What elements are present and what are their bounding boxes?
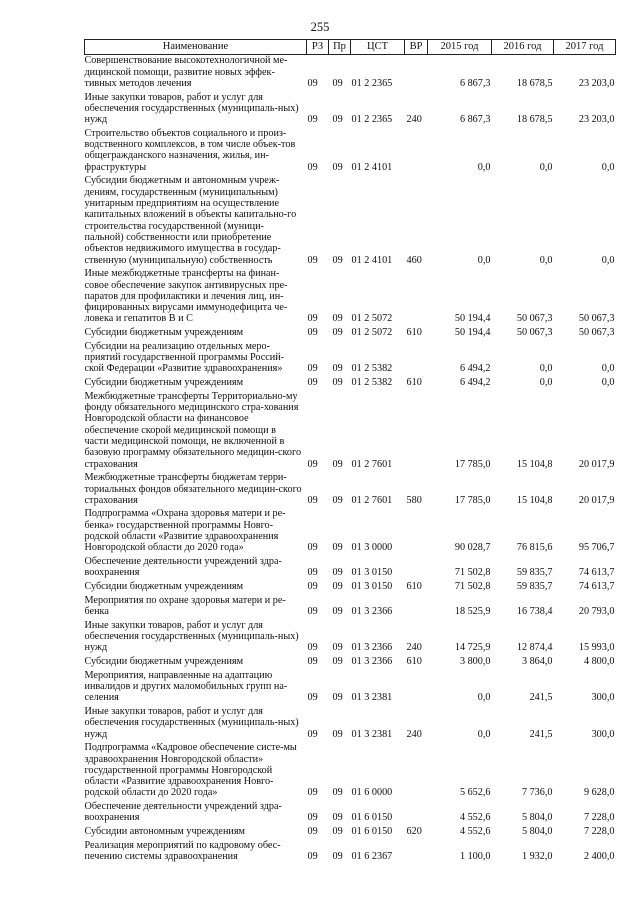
row-vr: 240 bbox=[406, 728, 422, 740]
page-number: 255 bbox=[310, 20, 330, 34]
row-value-2015: 6 867,3 bbox=[459, 77, 491, 89]
row-pr: 09 bbox=[332, 114, 343, 126]
row-value-2017: 50 067,3 bbox=[578, 313, 615, 325]
row-value-2015: 0,0 bbox=[477, 254, 491, 266]
row-rz: 09 bbox=[307, 494, 318, 506]
row-value-2015: 6 494,2 bbox=[459, 377, 491, 389]
table-row bbox=[85, 581, 616, 595]
row-cst: 01 2 5382 bbox=[351, 377, 393, 389]
row-vr bbox=[405, 595, 428, 620]
row-value-2016: 12 874,4 bbox=[516, 642, 553, 654]
header-pr: Пр bbox=[329, 40, 351, 55]
table-row bbox=[85, 92, 616, 128]
row-rz: 09 bbox=[307, 812, 318, 824]
row-vr: 610 bbox=[406, 377, 422, 389]
row-name: Субсидии бюджетным учреждениям bbox=[84, 581, 244, 593]
table-body bbox=[85, 55, 616, 865]
row-pr: 09 bbox=[332, 542, 343, 554]
row-name: Субсидии на реализацию отдельных меро-приятий государственной программы Россий-ской Федерации «Развитие здравоохранения» bbox=[84, 340, 285, 375]
row-value-2016: 76 815,6 bbox=[516, 542, 553, 554]
row-name: Субсидии бюджетным учреждениям bbox=[84, 327, 244, 339]
row-value-2016: 15 104,8 bbox=[516, 494, 553, 506]
header-name: Наименование bbox=[85, 40, 307, 55]
row-name: Субсидии бюджетным учреждениям bbox=[84, 656, 244, 667]
table-row bbox=[85, 128, 616, 176]
row-rz: 09 bbox=[307, 114, 318, 126]
row-rz: 09 bbox=[307, 313, 318, 325]
table-header bbox=[85, 40, 616, 55]
row-rz: 09 bbox=[307, 567, 318, 579]
row-pr: 09 bbox=[332, 606, 343, 618]
row-vr bbox=[405, 341, 428, 377]
row-vr bbox=[405, 670, 428, 706]
table-row bbox=[85, 670, 616, 706]
table-row bbox=[85, 620, 616, 656]
row-value-2016: 0,0 bbox=[539, 161, 553, 173]
row-value-2017: 2 400,0 bbox=[583, 851, 615, 863]
row-name: Иные межбюджетные трансферты на финан-совое обеспечение закупок антивирусных пре-паратов для профилактики и лечения лиц, ин-фицированных вирусами иммунодефицита че-ловека и гепатитов В и С bbox=[84, 268, 288, 325]
row-value-2015: 1 100,0 bbox=[459, 851, 491, 863]
row-value-2016: 241,5 bbox=[529, 692, 553, 704]
row-vr bbox=[405, 556, 428, 581]
row-vr: 610 bbox=[406, 581, 422, 593]
row-cst: 01 2 5382 bbox=[351, 363, 393, 375]
row-value-2016: 7 736,0 bbox=[521, 787, 553, 799]
row-vr: 240 bbox=[406, 114, 422, 126]
row-name: Субсидии бюджетным учреждениям bbox=[84, 377, 244, 389]
row-value-2017: 95 706,7 bbox=[578, 542, 615, 554]
row-cst: 01 2 4101 bbox=[351, 254, 393, 266]
row-rz: 09 bbox=[307, 787, 318, 799]
row-cst: 01 2 5072 bbox=[351, 313, 393, 325]
row-pr: 09 bbox=[332, 363, 343, 375]
row-pr: 09 bbox=[332, 313, 343, 325]
row-pr: 09 bbox=[332, 494, 343, 506]
row-rz: 09 bbox=[307, 581, 318, 593]
row-value-2015: 71 502,8 bbox=[454, 581, 491, 593]
row-value-2017: 7 228,0 bbox=[583, 812, 615, 824]
header-2017: 2017 год bbox=[554, 40, 616, 55]
header-cst: ЦСТ bbox=[351, 40, 405, 55]
row-rz: 09 bbox=[307, 656, 318, 667]
header-2015: 2015 год bbox=[428, 40, 492, 55]
row-value-2016: 0,0 bbox=[539, 254, 553, 266]
row-vr bbox=[405, 801, 428, 826]
row-cst: 01 3 0150 bbox=[351, 567, 393, 579]
row-value-2017: 300,0 bbox=[591, 728, 615, 740]
row-cst: 01 6 0150 bbox=[351, 826, 393, 838]
row-cst: 01 6 2367 bbox=[351, 851, 393, 863]
row-vr: 610 bbox=[406, 656, 422, 667]
row-vr: 610 bbox=[406, 327, 422, 339]
row-value-2017: 0,0 bbox=[601, 377, 615, 389]
row-value-2017: 20 017,9 bbox=[578, 494, 615, 506]
row-value-2017: 4 800,0 bbox=[583, 656, 615, 667]
row-cst: 01 3 2366 bbox=[351, 642, 393, 654]
row-cst: 01 2 7601 bbox=[351, 494, 393, 506]
table-row bbox=[85, 472, 616, 508]
table-row bbox=[85, 742, 616, 801]
row-name: Межбюджетные трансферты бюджетам терри-ториальных фондов обязательного медицин-ского страхования bbox=[84, 472, 302, 506]
row-cst: 01 3 2381 bbox=[351, 728, 393, 740]
header-vr: ВР bbox=[405, 40, 428, 55]
row-value-2015: 50 194,4 bbox=[454, 313, 491, 325]
row-pr: 09 bbox=[332, 787, 343, 799]
row-vr bbox=[405, 128, 428, 176]
row-value-2016: 5 804,0 bbox=[521, 826, 553, 838]
row-name: Совершенствование высокотехнологичной ме-дицинской помощи, развитие новых эффек-тивных методов лечения bbox=[84, 55, 288, 89]
row-pr: 09 bbox=[332, 161, 343, 173]
row-value-2015: 18 525,9 bbox=[454, 606, 491, 618]
row-pr: 09 bbox=[332, 581, 343, 593]
row-pr: 09 bbox=[332, 826, 343, 838]
row-pr: 09 bbox=[332, 656, 343, 667]
row-rz: 09 bbox=[307, 458, 318, 470]
row-vr: 240 bbox=[406, 642, 422, 654]
row-cst: 01 2 2365 bbox=[351, 114, 393, 126]
row-value-2015: 14 725,9 bbox=[454, 642, 491, 654]
row-rz: 09 bbox=[307, 254, 318, 266]
table-row bbox=[85, 327, 616, 341]
row-rz: 09 bbox=[307, 851, 318, 863]
row-pr: 09 bbox=[332, 327, 343, 339]
row-value-2015: 71 502,8 bbox=[454, 567, 491, 579]
row-pr: 09 bbox=[332, 254, 343, 266]
row-cst: 01 2 4101 bbox=[351, 161, 393, 173]
row-value-2015: 3 800,0 bbox=[459, 656, 491, 667]
row-vr: 580 bbox=[406, 494, 422, 506]
row-cst: 01 2 2365 bbox=[351, 77, 393, 89]
row-pr: 09 bbox=[332, 377, 343, 389]
row-pr: 09 bbox=[332, 567, 343, 579]
row-name: Иные закупки товаров, работ и услуг для обеспечения государственных (муниципаль-ных) нужд bbox=[84, 705, 299, 740]
row-value-2017: 74 613,7 bbox=[578, 581, 615, 593]
row-pr: 09 bbox=[332, 77, 343, 89]
row-cst: 01 3 2366 bbox=[351, 656, 393, 667]
row-name: Субсидии бюджетным и автономным учреж-дениям, государственным (муниципальным) унитарным предприятиям на осуществление капитальных вложений в объекты капитально-го строительства государственной (муници-пальной) собственности или приобретение объектов недвижимого имущества в государ-ственную (муниципальную) собственность bbox=[84, 175, 297, 266]
row-value-2015: 4 552,6 bbox=[459, 812, 491, 824]
row-value-2015: 6 867,3 bbox=[459, 114, 491, 126]
row-value-2016: 18 678,5 bbox=[516, 114, 553, 126]
row-value-2016: 0,0 bbox=[539, 377, 553, 389]
table-row bbox=[85, 826, 616, 840]
row-cst: 01 2 5072 bbox=[351, 327, 393, 339]
row-value-2016: 5 804,0 bbox=[521, 812, 553, 824]
row-pr: 09 bbox=[332, 851, 343, 863]
row-value-2017: 20 017,9 bbox=[578, 458, 615, 470]
row-name: Подпрограмма «Охрана здоровья матери и ре-бенка» государственной программы Новго-родской области «Развитие здравоохранения Новгородской области до 2020 года» bbox=[84, 508, 286, 554]
row-value-2016: 3 864,0 bbox=[521, 656, 553, 667]
row-name: Мероприятия по охране здоровья матери и ре-бенка bbox=[84, 594, 286, 618]
row-value-2015: 50 194,4 bbox=[454, 327, 491, 339]
row-value-2017: 23 203,0 bbox=[578, 77, 615, 89]
row-cst: 01 2 7601 bbox=[351, 458, 393, 470]
row-vr bbox=[405, 840, 428, 865]
row-rz: 09 bbox=[307, 327, 318, 339]
table-row bbox=[85, 341, 616, 377]
row-value-2016: 59 835,7 bbox=[516, 567, 553, 579]
header-rz: РЗ bbox=[307, 40, 329, 55]
row-name: Реализация мероприятий по кадровому обес-печению системы здравоохранения bbox=[84, 839, 281, 863]
row-name: Иные закупки товаров, работ и услуг для обеспечения государственных (муниципаль-ных) нужд bbox=[84, 91, 299, 126]
row-rz: 09 bbox=[307, 377, 318, 389]
table-row bbox=[85, 801, 616, 826]
row-value-2015: 4 552,6 bbox=[459, 826, 491, 838]
row-name: Подпрограмма «Кадровое обеспечение систе-мы здравоохранения Новгородской области» государственной программы Новгородской области «Развитие здравоохранения Новго-родской области до 2020 года» bbox=[84, 742, 297, 799]
row-vr: 460 bbox=[406, 254, 422, 266]
row-value-2016: 16 738,4 bbox=[516, 606, 553, 618]
row-cst: 01 6 0000 bbox=[351, 787, 393, 799]
row-value-2016: 15 104,8 bbox=[516, 458, 553, 470]
row-value-2016: 18 678,5 bbox=[516, 77, 553, 89]
row-cst: 01 6 0150 bbox=[351, 812, 393, 824]
row-vr bbox=[405, 55, 428, 92]
row-value-2017: 74 613,7 bbox=[578, 567, 615, 579]
row-value-2016: 50 067,3 bbox=[516, 327, 553, 339]
row-value-2015: 17 785,0 bbox=[454, 458, 491, 470]
row-name: Межбюджетные трансферты Территориально-му фонду обязательного медицинского стра-хования Новгородской области на финансовое обеспечение скорой медицинской помощи в части медицинской помощи, не включенной в базовую программу обязательного медицин-ского страхования bbox=[84, 390, 302, 470]
row-rz: 09 bbox=[307, 363, 318, 375]
row-rz: 09 bbox=[307, 161, 318, 173]
table-row bbox=[85, 595, 616, 620]
row-value-2017: 0,0 bbox=[601, 363, 615, 375]
budget-table bbox=[84, 39, 616, 865]
row-value-2017: 300,0 bbox=[591, 692, 615, 704]
row-value-2016: 0,0 bbox=[539, 363, 553, 375]
row-name: Строительство объектов социального и произ-водственного комплексов, в том числе объек-тов общегражданского назначения, жилья, ин-фраструктуры bbox=[84, 127, 296, 173]
table-row bbox=[85, 175, 616, 268]
row-cst: 01 3 2366 bbox=[351, 606, 393, 618]
table-row bbox=[85, 556, 616, 581]
table-row bbox=[85, 508, 616, 556]
row-rz: 09 bbox=[307, 826, 318, 838]
row-value-2016: 1 932,0 bbox=[521, 851, 553, 863]
row-cst: 01 3 0000 bbox=[351, 542, 393, 554]
row-value-2017: 0,0 bbox=[601, 161, 615, 173]
row-vr bbox=[405, 742, 428, 801]
row-value-2017: 20 793,0 bbox=[578, 606, 615, 618]
table-row bbox=[85, 55, 616, 92]
row-value-2017: 15 993,0 bbox=[578, 642, 615, 654]
row-value-2017: 7 228,0 bbox=[583, 826, 615, 838]
row-value-2016: 59 835,7 bbox=[516, 581, 553, 593]
row-value-2015: 0,0 bbox=[477, 728, 491, 740]
row-pr: 09 bbox=[332, 642, 343, 654]
row-rz: 09 bbox=[307, 77, 318, 89]
row-cst: 01 3 2381 bbox=[351, 692, 393, 704]
row-cst: 01 3 0150 bbox=[351, 581, 393, 593]
table-row bbox=[85, 268, 616, 327]
row-name: Иные закупки товаров, работ и услуг для обеспечения государственных (муниципаль-ных) нужд bbox=[84, 619, 299, 654]
row-pr: 09 bbox=[332, 692, 343, 704]
table-row bbox=[85, 840, 616, 865]
row-pr: 09 bbox=[332, 812, 343, 824]
row-name: Обеспечение деятельности учреждений здра-воохранения bbox=[84, 801, 282, 824]
row-rz: 09 bbox=[307, 642, 318, 654]
row-rz: 09 bbox=[307, 692, 318, 704]
row-value-2016: 241,5 bbox=[529, 728, 553, 740]
row-vr bbox=[405, 508, 428, 556]
header-2016: 2016 год bbox=[492, 40, 554, 55]
row-value-2017: 0,0 bbox=[601, 254, 615, 266]
table-row bbox=[85, 706, 616, 742]
row-value-2015: 0,0 bbox=[477, 161, 491, 173]
table-row bbox=[85, 377, 616, 391]
row-rz: 09 bbox=[307, 728, 318, 740]
row-rz: 09 bbox=[307, 542, 318, 554]
row-name: Мероприятия, направленные на адаптацию инвалидов и других маломобильных групп на-селения bbox=[84, 669, 288, 704]
row-value-2015: 0,0 bbox=[477, 692, 491, 704]
row-pr: 09 bbox=[332, 728, 343, 740]
row-value-2017: 23 203,0 bbox=[578, 114, 615, 126]
row-vr bbox=[405, 268, 428, 327]
table-row bbox=[85, 656, 616, 670]
row-value-2015: 5 652,6 bbox=[459, 787, 491, 799]
row-vr bbox=[405, 391, 428, 472]
row-value-2016: 50 067,3 bbox=[516, 313, 553, 325]
row-value-2017: 9 628,0 bbox=[583, 787, 615, 799]
row-value-2015: 90 028,7 bbox=[454, 542, 491, 554]
row-value-2015: 6 494,2 bbox=[459, 363, 491, 375]
row-name: Субсидии автономным учреждениям bbox=[84, 826, 245, 838]
row-pr: 09 bbox=[332, 458, 343, 470]
row-value-2017: 50 067,3 bbox=[578, 327, 615, 339]
row-rz: 09 bbox=[307, 606, 318, 618]
row-name: Обеспечение деятельности учреждений здра-воохранения bbox=[84, 556, 282, 579]
row-vr: 620 bbox=[406, 826, 422, 838]
row-value-2015: 17 785,0 bbox=[454, 494, 491, 506]
table-row bbox=[85, 391, 616, 472]
